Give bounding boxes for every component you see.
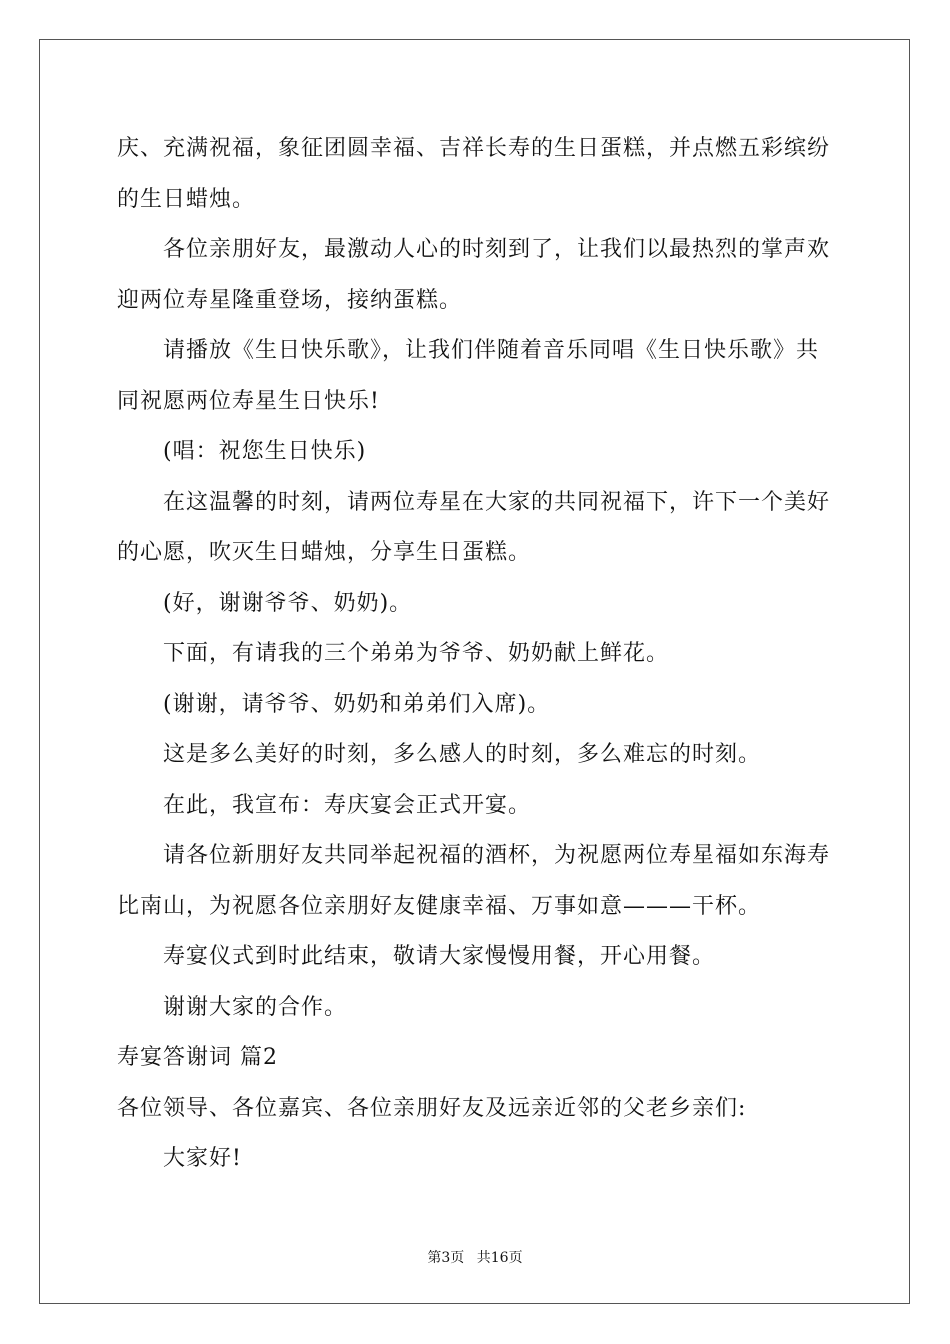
page-number: 第3页 (427, 1250, 465, 1266)
paragraph-2: 各位亲朋好友，最激动人心的时刻到了，让我们以最热烈的掌声欢迎两位寿星隆重登场，接纳蛋糕。 (117, 237, 831, 313)
page-footer (0, 1247, 950, 1267)
paragraph-4: (唱：祝您生日快乐) (163, 439, 367, 464)
paragraph-10: 在此，我宣布：寿庆宴会正式开宴。 (163, 792, 532, 818)
document-body (117, 124, 837, 1185)
section-heading: 寿宴答谢词 篇2 (117, 1045, 278, 1070)
paragraph-7: 下面，有请我的三个弟弟为爷爷、奶奶献上鲜花。 (163, 641, 670, 666)
paragraph-12: 寿宴仪式到时此结束，敬请大家慢慢用餐，开心用餐。 (163, 944, 716, 969)
paragraph-6: (好，谢谢爷爷、奶奶)。 (163, 590, 413, 616)
paragraph-13: 谢谢大家的合作。 (163, 994, 348, 1020)
paragraph-9: 这是多么美好的时刻，多么感人的时刻，多么难忘的时刻。 (163, 742, 762, 767)
paragraph-5: 在这温馨的时刻，请两位寿星在大家的共同祝福下，许下一个美好的心愿，吹灭生日蜡烛，分享生日蛋糕。 (117, 489, 831, 565)
paragraph-8: (谢谢，请爷爷、奶奶和弟弟们入席)。 (163, 691, 551, 717)
salutation-line: 大家好! (163, 1146, 242, 1171)
paragraph-3: 请播放《生日快乐歌》，让我们伴随着音乐同唱《生日快乐歌》共同祝愿两位寿星生日快乐! (117, 338, 820, 414)
paragraph-1: 庆、充满祝福，象征团圆幸福、吉祥长寿的生日蛋糕，并点燃五彩缤纷的生日蜡烛。 (117, 136, 831, 212)
greeting-line: 各位领导、各位嘉宾、各位亲朋好友及远亲近邻的父老乡亲们: (117, 1095, 747, 1121)
paragraph-11: 请各位新朋好友共同举起祝福的酒杯，为祝愿两位寿星福如东海寿比南山，为祝愿各位亲朋好友健康幸福、万事如意———干杯。 (117, 843, 831, 919)
page-total: 共16页 (476, 1250, 523, 1266)
